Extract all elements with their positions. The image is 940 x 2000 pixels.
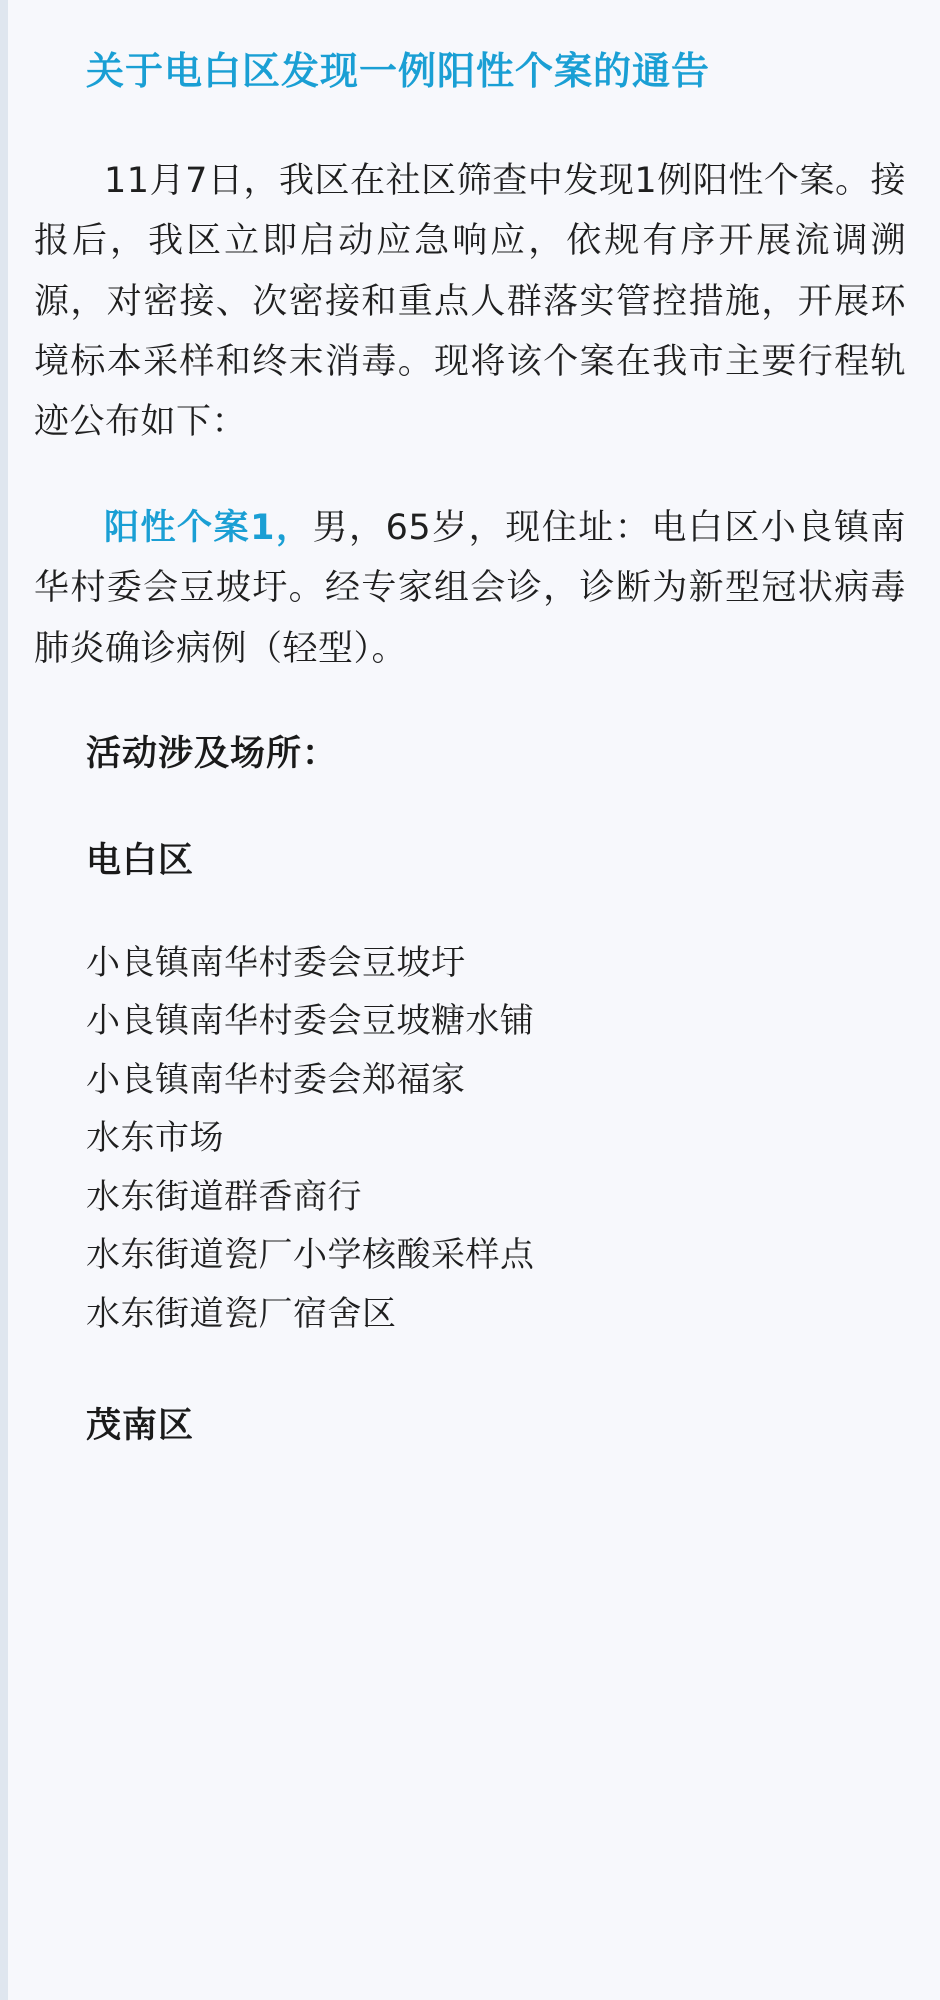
list-item: 水东市场 <box>86 1118 224 1159</box>
list-item: 水东街道群香商行 <box>86 1176 362 1217</box>
list-item: 水东街道瓷厂宿舍区 <box>86 1293 397 1334</box>
district-heading-maonan: 茂南区 <box>86 1406 195 1447</box>
place-list-dianbai <box>34 934 906 1343</box>
case-label: 阳性个案1， <box>104 508 313 549</box>
list-item: 小良镇南华村委会郑福家 <box>86 1059 466 1100</box>
case-detail: 男，65岁，现住址：电白区小良镇南华村委会豆坡圩。经专家组会诊，诊断为新型冠状病毒肺炎确诊病例（轻型）。 <box>34 508 906 669</box>
intro-paragraph: 11月7日，我区在社区筛查中发现1例阳性个案。接报后，我区立即启动应急响应，依规有序开展流调溯源，对密接、次密接和重点人群落实管控措施，开展环境标本采样和终末消毒。现将该个案在我市主要行程轨迹公布如下： <box>34 161 906 443</box>
venues-heading: 活动涉及场所： <box>86 733 339 774</box>
list-item: 小良镇南华村委会豆坡圩 <box>86 942 466 983</box>
page-title: 关于电白区发现一例阳性个案的通告 <box>86 49 711 93</box>
district-heading-dianbai: 电白区 <box>86 841 195 882</box>
case-paragraph <box>34 498 906 679</box>
list-item: 水东街道瓷厂小学核酸采样点 <box>86 1235 535 1276</box>
left-margin-rule <box>0 0 8 2000</box>
section-spacer <box>34 1387 906 1397</box>
list-item: 小良镇南华村委会豆坡糖水铺 <box>86 1001 535 1042</box>
document-body <box>34 151 906 679</box>
